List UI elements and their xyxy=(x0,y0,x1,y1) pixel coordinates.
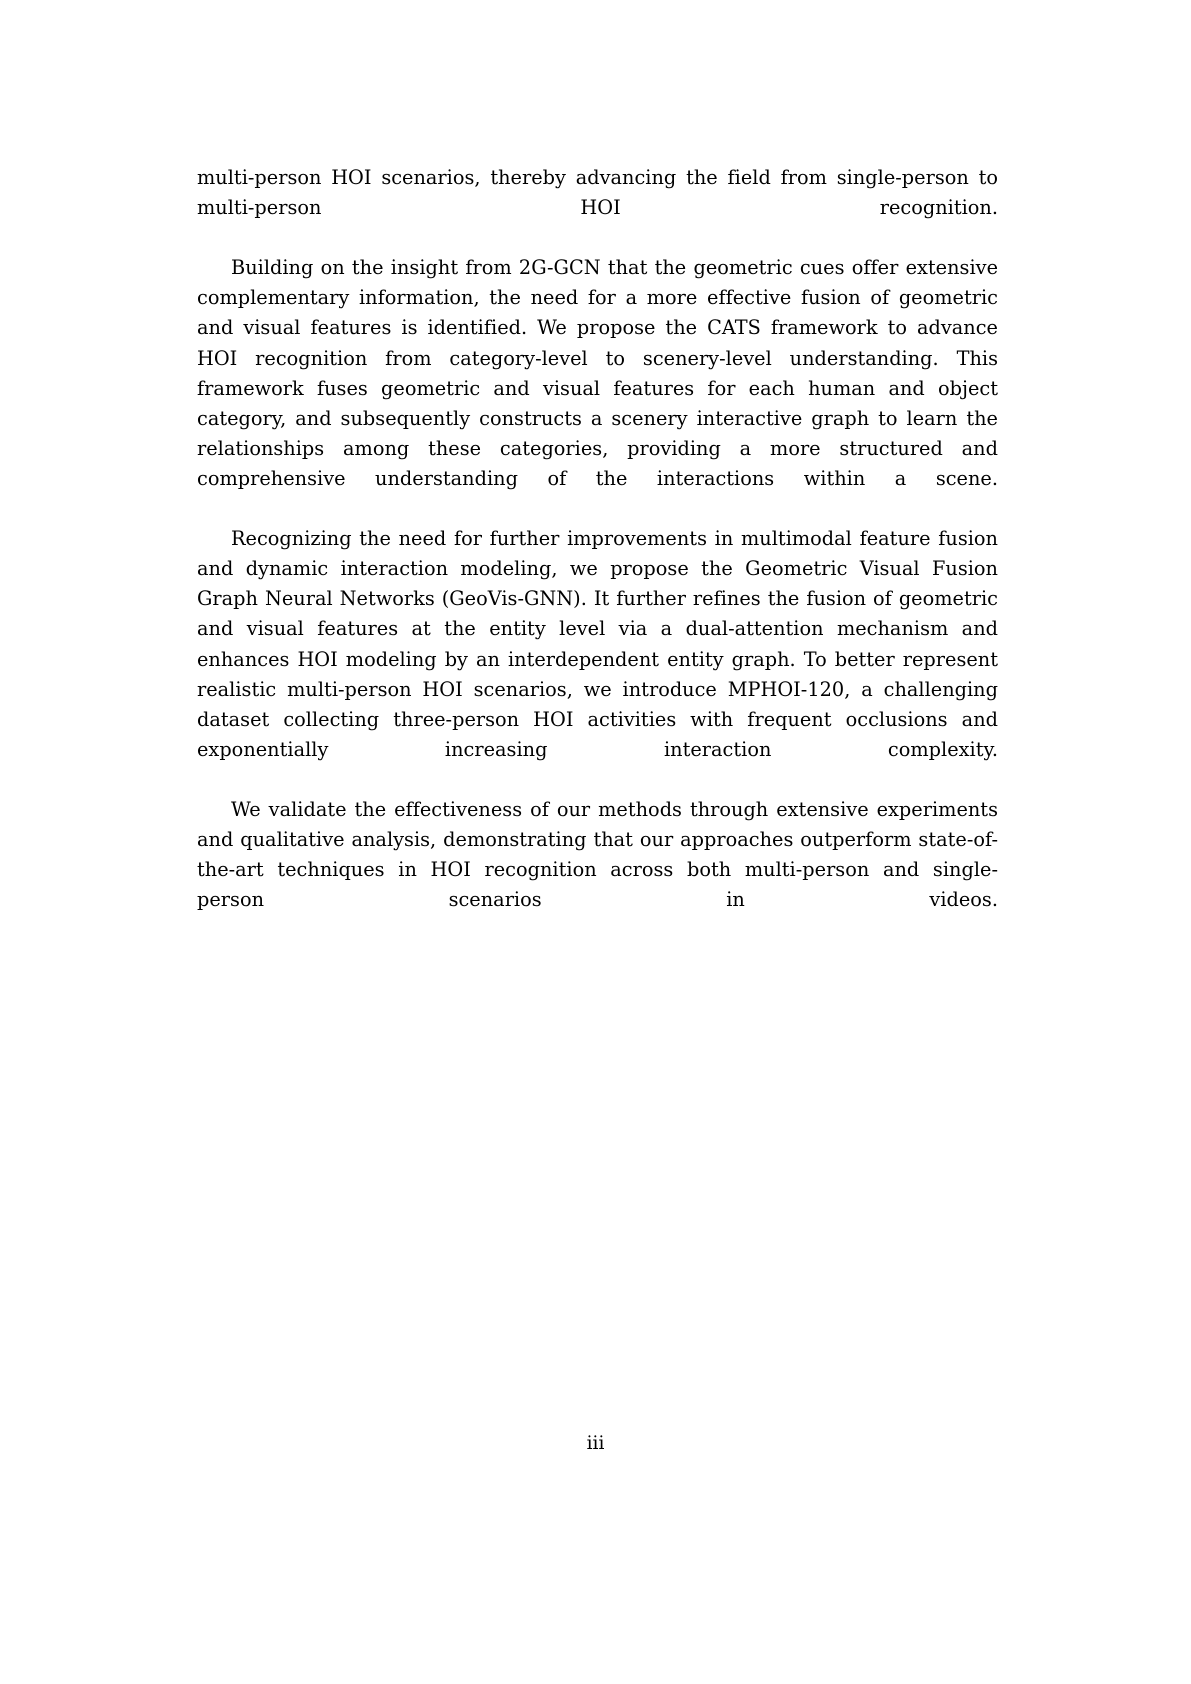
paragraph-1: multi-person HOI scenarios, thereby advancing the field from single-person to multi-person HOI recognition. xyxy=(197,166,998,220)
paragraph-3: Recognizing the need for further improvements in multimodal feature fusion and dynamic interaction modeling, we propose the Geometric Visual Fusion Graph Neural Networks (GeoVis-GNN). It further refines the fusion of geometric and visual features at the entity level via a dual-attention mechanism and enhances HOI modeling by an interdependent entity graph. To better represent realistic multi-person HOI scenarios, we introduce MPHOI-120, a challenging dataset collecting three-person HOI activities with frequent occlusions and exponentially increasing interaction complexity. xyxy=(197,527,998,761)
paragraph-4: We validate the effectiveness of our methods through extensive experiments and qualitative analysis, demonstrating that our approaches outperform state-of-the-art techniques in HOI recognition across both multi-person and single-person scenarios in videos. xyxy=(197,797,998,912)
page-number: iii xyxy=(586,1433,605,1454)
paragraph-2: Building on the insight from 2G-GCN that the geometric cues offer extensive complementary information, the need for a more effective fusion of geometric and visual features is identified. We propose the CATS framework to advance HOI recognition from category-level to scenery-level understanding. This framework fuses geometric and visual features for each human and object category, and subsequently constructs a scenery interactive graph to learn the relationships among these categories, providing a more structured and comprehensive understanding of the interactions within a scene. xyxy=(197,256,998,490)
body-text-block xyxy=(197,163,998,945)
